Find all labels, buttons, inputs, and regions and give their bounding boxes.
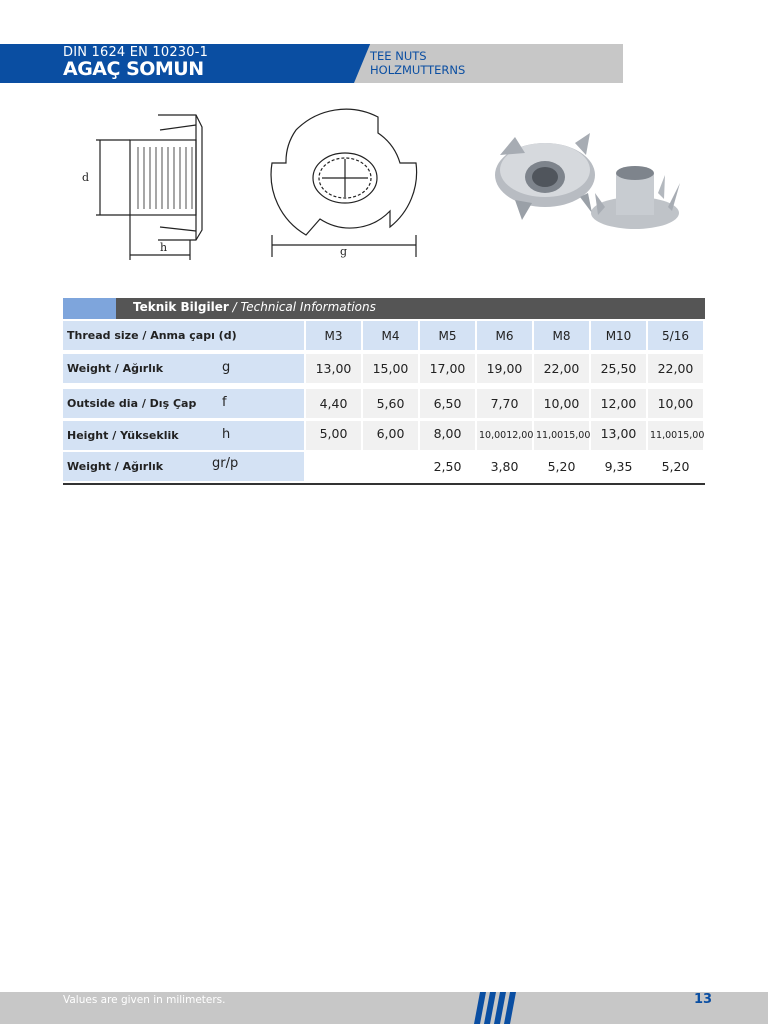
thread-size-label: Thread size / Anma çapı (d) — [63, 321, 304, 350]
footer-note: Values are given in milimeters. — [63, 994, 226, 1006]
value-part: 10,00 — [479, 430, 507, 441]
value-cell: 12,00 — [591, 389, 646, 418]
brand-stripes-icon — [470, 992, 520, 1024]
row-unit: g — [222, 360, 231, 375]
value-cell: 13,00 — [591, 421, 646, 450]
english-title — [370, 49, 465, 77]
value-cell: 6,50 — [420, 389, 475, 418]
tee-nut-photo — [495, 133, 680, 229]
value-cell — [306, 452, 361, 481]
row-label: Height / Yükseklik — [63, 421, 304, 450]
dim-h-label: h — [160, 241, 168, 254]
page-number: 13 — [694, 992, 713, 1007]
product-drawings — [60, 95, 710, 270]
row-label: Weight / Ağırlık — [63, 452, 304, 481]
english-title-line-2: HOLZMUTTERNS — [370, 63, 466, 77]
table-title-en: / Technical Informations — [228, 300, 376, 314]
standard-code: DIN 1624 EN 10230-1 — [63, 45, 209, 60]
value-part: 15,00 — [677, 430, 705, 441]
value-cell: 22,00 — [648, 354, 703, 383]
value-cell: 5,60 — [363, 389, 418, 418]
value-cell: 3,80 — [477, 452, 532, 481]
front-view-drawing — [271, 109, 417, 257]
size-header-M4: M4 — [363, 321, 418, 350]
dim-g-label: g — [340, 245, 348, 258]
value-part: 11,00 — [650, 430, 678, 441]
table-bottom-rule — [63, 483, 705, 485]
value-cell: 5,00 — [306, 421, 361, 450]
size-header-M5: M5 — [420, 321, 475, 350]
value-cell: 2,50 — [420, 452, 475, 481]
english-title-line-1: TEE NUTS — [370, 49, 427, 63]
value-cell: 10,00 — [534, 389, 589, 418]
value-cell: 15,00 — [363, 354, 418, 383]
value-cell — [477, 421, 532, 450]
value-cell: 17,00 — [420, 354, 475, 383]
size-header-M3: M3 — [306, 321, 361, 350]
size-header-5-16: 5/16 — [648, 321, 703, 350]
table-title — [133, 300, 376, 314]
value-cell: 22,00 — [534, 354, 589, 383]
value-cell — [363, 452, 418, 481]
value-cell: 6,00 — [363, 421, 418, 450]
row-label: Weight / Ağırlık — [63, 354, 304, 383]
value-cell: 10,00 — [648, 389, 703, 418]
table-title-tr: Teknik Bilgiler — [133, 300, 229, 314]
value-part: 12,00 — [506, 430, 534, 441]
row-label: Outside dia / Dış Çap — [63, 389, 304, 418]
size-header-M8: M8 — [534, 321, 589, 350]
value-cell: 5,20 — [534, 452, 589, 481]
value-cell: 9,35 — [591, 452, 646, 481]
value-cell: 7,70 — [477, 389, 532, 418]
dim-d-label: d — [82, 171, 90, 184]
page-title: AGAÇ SOMUN — [63, 58, 204, 80]
table-band-accent — [63, 298, 116, 319]
row-unit: h — [222, 427, 231, 442]
value-cell — [648, 421, 703, 450]
value-cell: 19,00 — [477, 354, 532, 383]
row-unit: f — [222, 395, 227, 410]
value-cell: 13,00 — [306, 354, 361, 383]
size-header-M6: M6 — [477, 321, 532, 350]
row-unit: gr/p — [212, 456, 239, 471]
side-view-drawing — [96, 115, 202, 260]
value-cell: 25,50 — [591, 354, 646, 383]
value-cell: 8,00 — [420, 421, 475, 450]
value-part: 15,00 — [563, 430, 591, 441]
size-header-M10: M10 — [591, 321, 646, 350]
value-part: 11,00 — [536, 430, 564, 441]
value-cell — [534, 421, 589, 450]
value-cell: 4,40 — [306, 389, 361, 418]
value-cell: 5,20 — [648, 452, 703, 481]
